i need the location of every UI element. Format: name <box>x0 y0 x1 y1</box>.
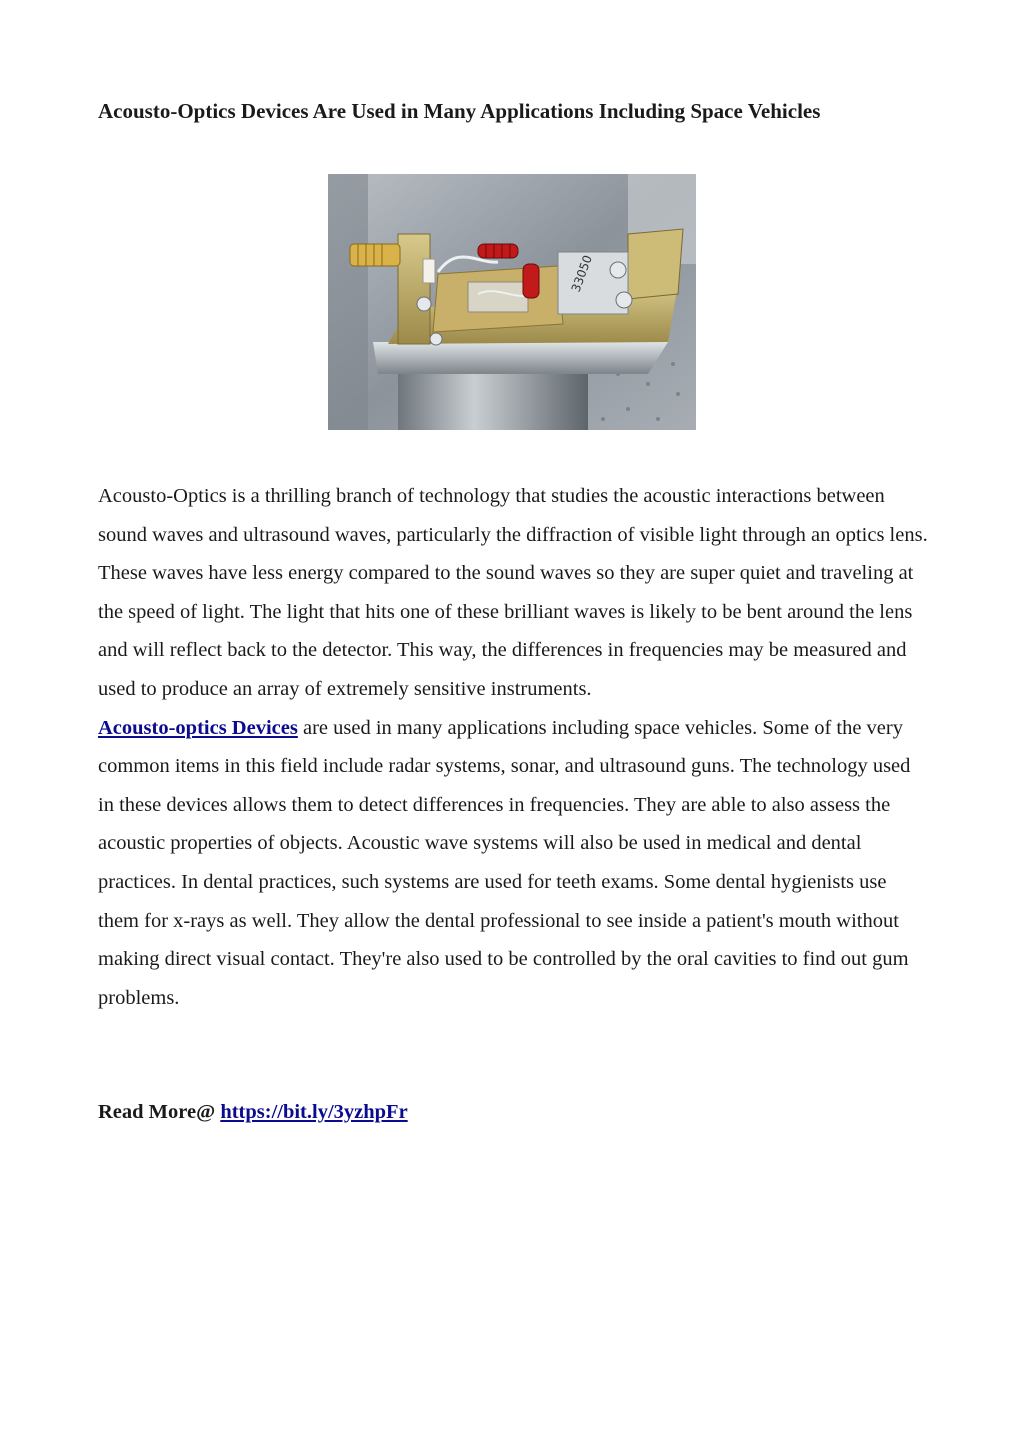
device-photo <box>328 174 696 430</box>
read-more-link[interactable]: https://bit.ly/3yzhpFr <box>220 1101 408 1123</box>
paragraph-intro: Acousto-Optics is a thrilling branch of technology that studies the acoustic interactions between sound waves and ultrasound waves, particularly the diffraction of visible light through an optics lens. These waves have less energy compared to the sound waves so they are super quiet and traveling at the speed of light. The light that hits one of these brilliant waves is likely to be bent around the lens and will reflect back to the detector. This way, the differences in frequencies may be measured and used to produce an array of extremely sensitive instruments. <box>98 485 928 700</box>
paragraph-applications-text: are used in many applications including space vehicles. Some of the very common items in this field include radar systems, sonar, and ultrasound guns. The technology used in these devices allows them to detect differences in frequencies. They are able to also assess the acoustic properties of objects. Acoustic wave systems will also be used in medical and dental practices. In dental practices, such systems are used for teeth exams. Some dental hygienists use them for x-rays as well. They allow the dental professional to see inside a patient's mouth without making direct visual contact. They're also used to be controlled by the oral cavities to find out gum problems. <box>98 716 911 1009</box>
read-more <box>98 1093 408 1131</box>
paragraph-applications <box>98 709 928 1018</box>
article-title: Acousto-Optics Devices Are Used in Many Applications Including Space Vehicles <box>98 99 821 123</box>
acousto-optics-devices-link[interactable]: Acousto-optics Devices <box>98 716 298 739</box>
device-block-label: 33050 <box>568 253 595 294</box>
article-body <box>98 477 928 1017</box>
read-more-label: Read More@ <box>98 1101 221 1123</box>
acousto-optic-device-illustration <box>328 174 696 430</box>
